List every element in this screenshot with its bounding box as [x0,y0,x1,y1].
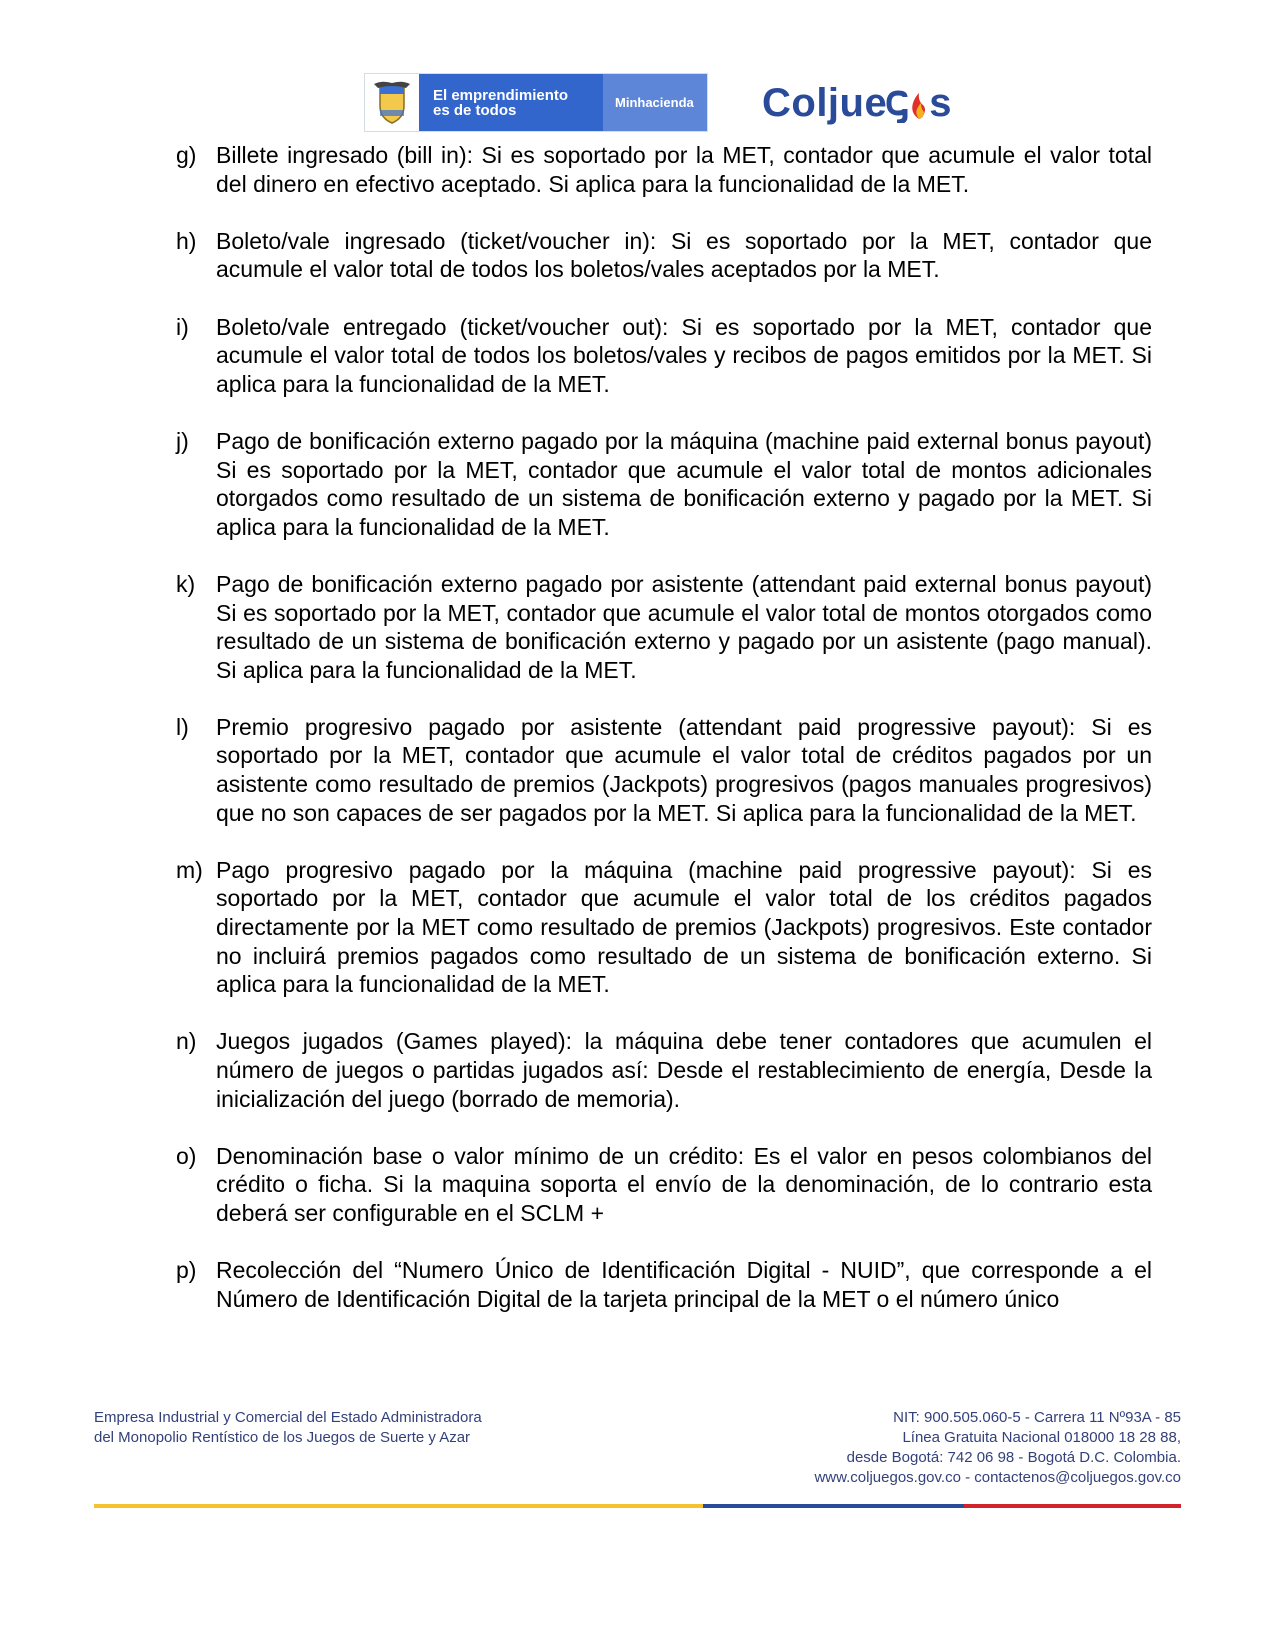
logo-text-part3: s [929,80,952,125]
footer-contact [814,1408,1181,1488]
list-item [176,856,1152,999]
list-marker: i) [176,313,189,340]
footer-line-yellow [94,1504,703,1508]
government-slogan [419,74,603,131]
list-item-text: Boleto/vale entregado (ticket/voucher out): Si es soportado por la MET, contador que acumule el valor total de todos los boletos/vales y recibos de pagos emitidos por la MET. Si aplica para la funcionalidad de la MET. [216,313,1152,397]
list-marker: l) [176,713,189,740]
list-item [176,713,1152,827]
list-marker: j) [176,427,189,454]
gov-slogan-line2: es de todos [433,101,517,119]
list-item [176,570,1152,684]
list-item [176,141,1152,198]
gov-slogan-line1: El emprendimiento [433,86,569,104]
list-item-text: Billete ingresado (bill in): Si es soportado por la MET, contador que acumule el valor total del dinero en efectivo aceptado. Si aplica para la funcionalidad de la MET. [216,142,1152,197]
list-marker: o) [176,1142,197,1169]
footer-company-line1: Empresa Industrial y Comercial del Estado Administradora [94,1409,482,1426]
footer-company [94,1408,482,1448]
list-item-text: Pago de bonificación externo pagado por asistente (attendant paid external bonus payout) Si es soportado por la MET, contador que acumule el valor total de montos otorgados como resultado de un sistema de bonificación externo y pagado por un asistente (pago manual). Si aplica para la funcionalidad de la MET. [216,570,1152,683]
footer-company-line2: del Monopolio Rentístico de los Juegos de Suerte y Azar [94,1429,471,1446]
list-marker: n) [176,1028,197,1055]
list-item [176,1142,1152,1228]
list-item-text: Denominación base o valor mínimo de un crédito: Es el valor en pesos colombianos del crédito o ficha. Si la maquina soporta el envío de la denominación, de lo contrario esta deberá ser configurable en el SCLM + [216,1142,1152,1226]
list-marker: m) [176,856,203,883]
list-item [176,427,1152,541]
footer-line-blue [703,1504,964,1508]
footer-line-red [964,1504,1181,1508]
footer-nit-address: NIT: 900.505.060-5 - Carrera 11 Nº93A - 85 [893,1409,1181,1426]
footer-phone-bogota: desde Bogotá: 742 06 98 - Bogotá D.C. Colombia. [846,1449,1181,1466]
page-header [364,73,964,133]
list-item [176,1256,1152,1313]
list-item [176,227,1152,284]
coat-of-arms-icon [365,74,419,131]
list-item [176,313,1152,399]
list-marker: g) [176,142,197,168]
list-item-text: Premio progresivo pagado por asistente (attendant paid progressive payout): Si es soportado por la MET, contador que acumule el valor total de créditos pagados por un asistente como resultado de premios (Jackpots) progresivos (pagos manuales progresivos) que no son capaces de ser pagados por la MET. Si aplica para la funcionalidad de la MET. [216,713,1152,826]
flame-icon [907,83,931,123]
list-item-text: Pago de bonificación externo pagado por la máquina (machine paid external bonus payout) Si es soportado por la MET, contador que acumule el valor total de montos adicionales otorgados como resultado de un sistema de bonificación externo y pagado por la MET. Si aplica para la funcionalidad de la MET. [216,427,1152,540]
footer-tricolor-line [94,1504,1181,1508]
list-marker: h) [176,227,197,254]
list-item-text: Pago progresivo pagado por la máquina (machine paid progressive payout): Si es soportado por la MET, contador que acumule el valor total de los créditos pagados directamente por la MET como resultado de premios (Jackpots) progresivos. Este contador no incluirá premios pagados como resultado de un sistema de bonificación externo. Si aplica para la funcionalidad de la MET. [216,856,1152,998]
list-item [176,1027,1152,1113]
ministry-label: Minhacienda [603,74,707,131]
list-marker: k) [176,570,196,597]
list-item-text: Boleto/vale ingresado (ticket/voucher in): Si es soportado por la MET, contador que acumule el valor total de todos los boletos/vales aceptados por la MET. [216,227,1152,283]
government-banner [364,73,708,132]
document-body [176,141,1152,1313]
logo-text-part1: Colju [762,80,865,125]
coljuegos-logo [762,79,952,127]
list-item-text: Recolección del “Numero Único de Identificación Digital - NUID”, que corresponde a el Número de Identificación Digital de la tarjeta principal de la MET o el número único [216,1257,1152,1312]
footer-web-email[interactable]: www.coljuegos.gov.co - contactenos@coljuegos.gov.co [814,1469,1181,1486]
list-marker: p) [176,1257,197,1284]
list-item-text: Juegos jugados (Games played): la máquina debe tener contadores que acumulen el número de juegos o partidas jugados así: Desde el restablecimiento de energía, Desde la inicialización del juego (borrado de memoria). [216,1028,1152,1112]
footer-phone-national: Línea Gratuita Nacional 018000 18 28 88, [902,1429,1181,1446]
logo-text-e: e [864,80,888,125]
